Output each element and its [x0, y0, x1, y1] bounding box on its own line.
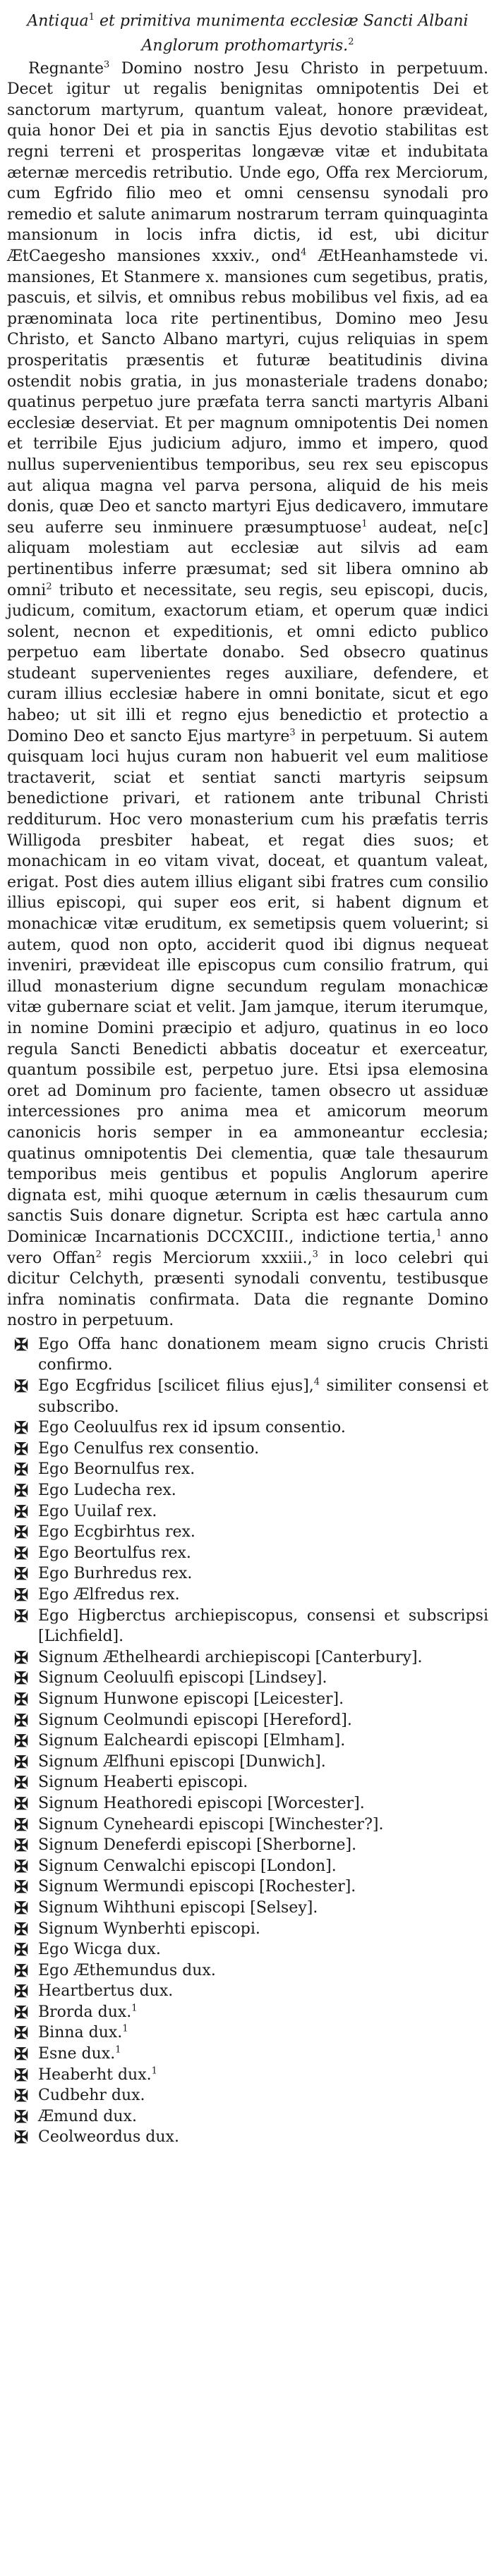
- cross-icon: ✠: [13, 1855, 29, 1876]
- footnote-ref: 4: [301, 247, 307, 258]
- cross-icon: ✠: [13, 1333, 29, 1355]
- cross-icon: ✠: [13, 1501, 29, 1522]
- signatory-text: Æmund dux.: [38, 2107, 137, 2125]
- footnote-ref: 1: [88, 12, 95, 23]
- footnote-ref: 1: [115, 2044, 121, 2056]
- cross-icon: ✠: [13, 1563, 29, 1585]
- signatory-item: [7, 2127, 488, 2148]
- signatory-text: Signum Æthelheardi archiepiscopi [Canterbury].: [38, 1648, 423, 1666]
- footnote-ref: 1: [122, 2024, 128, 2035]
- signatory-item: [7, 1876, 488, 1898]
- signatory-item: [7, 1647, 488, 1668]
- signatory-text: Heartbertus dux.: [38, 1982, 174, 2001]
- signatory-item: [7, 1501, 488, 1522]
- signatory-text: Ceolweordus dux.: [38, 2128, 179, 2147]
- cross-icon: ✠: [13, 1751, 29, 1772]
- signatory-item: [7, 1563, 488, 1585]
- signatory-item: [7, 1939, 488, 1960]
- cross-icon: ✠: [13, 2001, 29, 2022]
- signatory-item: [7, 2106, 488, 2128]
- signatory-item: [7, 1376, 488, 1417]
- signatory-text: Heaberht dux.: [38, 2065, 152, 2084]
- signatory-text: Signum Hunwone episcopi [Leicester].: [38, 1690, 344, 1708]
- signatory-item: [7, 1606, 488, 1647]
- cross-icon: ✠: [13, 1730, 29, 1752]
- signatory-item: [7, 1752, 488, 1773]
- cross-icon: ✠: [13, 1647, 29, 1668]
- signatory-item: [7, 1334, 488, 1376]
- signatory-text: Signum Ceolmundi episcopi [Hereford].: [38, 1711, 352, 1729]
- cross-icon: ✠: [13, 2044, 29, 2065]
- signatory-text: Ego Beornulfus rex.: [38, 1460, 195, 1479]
- signatory-item: [7, 1835, 488, 1856]
- cross-icon: ✠: [13, 1605, 29, 1626]
- footnote-ref: 3: [312, 1249, 318, 1260]
- cross-icon: ✠: [13, 1668, 29, 1689]
- signatory-item: [7, 2002, 488, 2023]
- cross-icon: ✠: [13, 1960, 29, 1981]
- signatory-text: Brorda dux.: [38, 2003, 132, 2021]
- signatory-item: [7, 1522, 488, 1543]
- signatory-item: [7, 2085, 488, 2106]
- signatory-item: [7, 1981, 488, 2002]
- signatory-item: [7, 2022, 488, 2044]
- signatory-text: Signum Cyneheardi episcopi [Winchester?].: [38, 1815, 384, 1833]
- signatory-text: Signum Heaberti episcopi.: [38, 1774, 248, 1792]
- text-segment: ÆtHeanhamstede vi. mansiones, Et Stanmere x. mansiones cum segetibus, pratis, pascuis, et silvis, et omnibus rebus mobilibus vel fixis, ad ea prænominata loca rite pertinentibus, Domino meo Jesu Christo, et Sancto Albano martyri, cujus reliquias in spem prosperitatis præsentis et futuræ beatitudinis divina ostendit nobis gratia, in jus monasteriale tradens donabo; quatinus perpetuo jure præfata terra sancti martyris Albani ecclesiæ deserviat. Et per magnum omnipotentis Dei nomen et terribile Ejus judicium adjuro, immo et impero, quod nullus supervenientibus temporibus, seu rex seu episcopus aut aliqua magna vel parva persona, aliquid de his meis donis, quæ Deo et sancto martyri Ejus dedicavero, immutare seu auferre seu inminuere præsumptuose: [7, 248, 489, 537]
- cross-icon: ✠: [13, 1438, 29, 1459]
- signatory-text: Signum Wynberhti episcopi.: [38, 1919, 260, 1938]
- signatory-text: Signum Heathoredi episcopi [Worcester].: [38, 1794, 365, 1812]
- signatory-item: [7, 1856, 488, 1877]
- signatory-item: [7, 1710, 488, 1731]
- cross-icon: ✠: [13, 1542, 29, 1563]
- signatory-text: Ego Offa hanc donationem meam signo crucis Christi confirmo.: [38, 1335, 488, 1374]
- cross-icon: ✠: [13, 2064, 29, 2085]
- signatory-item: [7, 1919, 488, 1940]
- footnote-ref: 1: [151, 2065, 157, 2077]
- signatory-text: Ego Ælfredus rex.: [38, 1586, 180, 1604]
- cross-icon: ✠: [13, 1897, 29, 1918]
- footnote-ref: 4: [313, 1376, 320, 1388]
- signatory-item: [7, 1689, 488, 1710]
- cross-icon: ✠: [13, 1376, 29, 1397]
- signatory-text-continued: similiter consensi et subscribo.: [38, 1377, 488, 1416]
- signatory-text: Cudbehr dux.: [38, 2087, 145, 2105]
- page-title: [7, 7, 488, 57]
- signatory-item: [7, 2044, 488, 2065]
- signatory-text: Ego Ceoluulfus rex id ipsum consentio.: [38, 1419, 346, 1437]
- signatory-item: [7, 1898, 488, 1919]
- title-part-1: Antiqua: [27, 12, 89, 30]
- signatory-text: Binna dux.: [38, 2024, 123, 2042]
- text-segment: regis Merciorum xxxiii.,: [112, 1249, 313, 1267]
- cross-icon: ✠: [13, 1835, 29, 1856]
- cross-icon: ✠: [13, 1585, 29, 1605]
- cross-icon: ✠: [13, 1939, 29, 1960]
- signatory-item: [7, 1417, 488, 1439]
- signatory-text: Ego Beortulfus rex.: [38, 1544, 191, 1562]
- cross-icon: ✠: [13, 1981, 29, 2002]
- charter-text: [7, 59, 488, 1331]
- cross-icon: ✠: [13, 1459, 29, 1480]
- signatory-item: [7, 1459, 488, 1480]
- cross-icon: ✠: [13, 1480, 29, 1501]
- footnote-ref: 3: [289, 727, 296, 738]
- footnote-ref: 1: [361, 518, 368, 530]
- text-segment: anno vero Offan: [7, 1228, 488, 1267]
- signatory-text: Ego Burhredus rex.: [38, 1565, 193, 1583]
- signatory-text: Ego Æthemundus dux.: [38, 1961, 216, 1979]
- signatory-item: [7, 2065, 488, 2086]
- signatory-item: [7, 1543, 488, 1564]
- signatory-item: [7, 1772, 488, 1793]
- text-segment: audeat, ne[c] aliquam molestiam aut ecclesiæ aut silvis ad eam pertinentibus inferre præsumat; sed sit libera omnino ab omni: [7, 518, 488, 599]
- footnote-ref: 2: [46, 581, 52, 592]
- cross-icon: ✠: [13, 2085, 29, 2106]
- text-segment: Domino nostro Jesu Christo in perpetuum. Decet igitur ut regalis benignitas omnipotentis Dei et sanctorum martyrum, quantum valeat, honore prævideat, quia honor Dei et pia in sanctis Ejus devotio stabilitas est regni terreni et prosperitas longævæ vitæ et indubitata æternæ mercedis retributio. Unde ego, Offa rex Merciorum, cum Egfrido filio meo et omni censensu synodali pro remedio et salute animarum nostrarum terram quinquaginta mansionum in locis infra dictis, id est, ubi dicitur ÆtCaegesho mansiones xxxiv., ond: [7, 59, 489, 265]
- cross-icon: ✠: [13, 1814, 29, 1835]
- signatory-text: Ego Ecgfridus [scilicet filius ejus],: [38, 1377, 314, 1396]
- signatory-item: [7, 1439, 488, 1460]
- signatory-text: Ego Higberctus archiepiscopus, consensi et subscripsi [Lichfield].: [38, 1606, 488, 1646]
- signatory-item: [7, 1585, 488, 1606]
- title-part-2: et primitiva munimenta ecclesiæ Sancti Albani Anglorum prothomartyris.: [99, 12, 469, 55]
- footnote-ref: 2: [95, 1249, 102, 1260]
- signatory-item: [7, 1814, 488, 1836]
- text-segment: Regnante: [28, 59, 104, 78]
- text-segment: tributo et necessitate, seu regis, seu episcopi, ducis, judicum, comitum, exactorum etiam, et operum quæ indici solent, necnon et expeditionis, et omni edicto publico perpetuo eam libertate donabo. Sed obsecro quatinus studeant supervenientes reges auxiliare, defendere, et curam illius ecclesiæ habere in omni bonitate, sicut et ego habeo; ut sit illi et regno ejus benedictio et protectio a Domino Deo et sancto Ejus martyre: [7, 581, 488, 745]
- signatory-text: Signum Cenwalchi episcopi [London].: [38, 1857, 337, 1875]
- signatory-text: Signum Wermundi episcopi [Rochester].: [38, 1878, 356, 1896]
- footnote-ref: 1: [435, 1228, 442, 1239]
- cross-icon: ✠: [13, 1772, 29, 1793]
- signatory-text: Signum Ealcheardi episcopi [Elmham].: [38, 1732, 346, 1750]
- signatory-text: Signum Ælfhuni episcopi [Dunwich].: [38, 1752, 326, 1771]
- signatory-text: Ego Cenulfus rex consentio.: [38, 1439, 260, 1458]
- text-segment: in loco celebri qui dicitur Celchyth, præsenti synodali conventu, testibusque infra nominatis confirmata. Data die regnante Domino nostro in perpetuum.: [7, 1249, 489, 1330]
- cross-icon: ✠: [13, 1876, 29, 1898]
- cross-icon: ✠: [13, 2106, 29, 2127]
- cross-icon: ✠: [13, 1918, 29, 1939]
- signatory-item: [7, 1960, 488, 1982]
- signatory-text: Signum Wihthuni episcopi [Selsey].: [38, 1898, 318, 1917]
- signatory-text: Ego Ludecha rex.: [38, 1482, 176, 1500]
- footnote-ref: 3: [103, 59, 110, 71]
- signatory-text: Esne dux.: [38, 2045, 116, 2063]
- signatory-text: Signum Ceoluulfi episcopi [Lindsey].: [38, 1669, 327, 1687]
- signatory-list: [7, 1334, 488, 2148]
- signatory-item: [7, 1668, 488, 1689]
- cross-icon: ✠: [13, 1688, 29, 1709]
- signatory-text: Signum Deneferdi episcopi [Sherborne].: [38, 1836, 357, 1855]
- signatory-text: Ego Wicga dux.: [38, 1941, 161, 1959]
- footnote-ref: 1: [131, 2003, 138, 2014]
- footnote-ref: 2: [348, 37, 354, 48]
- cross-icon: ✠: [13, 1709, 29, 1730]
- signatory-item: [7, 1480, 488, 1501]
- signatory-text: Ego Ecgbirhtus rex.: [38, 1523, 195, 1542]
- cross-icon: ✠: [13, 2127, 29, 2148]
- signatory-item: [7, 1793, 488, 1814]
- cross-icon: ✠: [13, 1522, 29, 1543]
- cross-icon: ✠: [13, 1417, 29, 1439]
- signatory-text: Ego Uuilaf rex.: [38, 1502, 157, 1520]
- cross-icon: ✠: [13, 2022, 29, 2044]
- text-segment: in perpetuum. Si autem quisquam loci hujus curam non habuerit vel eum malitiose tractaverit, sciat et sentiat sancti martyris seipsum benedictione privari, et rationem ante tribunal Christi redditurum. Hoc vero monasterium cum his præfatis terris Willigoda presbiter habeat, et regat dies suos; et monachicam in eo vitam vivat, doceat, et quantum valeat, erigat. Post dies autem illius eligant sibi fratres cum consilio illius episcopi, qui super eos erit, si habent dignum et monachicæ vitæ eruditum, ex semetipsis quem voluerint; si autem, quod non opto, acciderit quod ibi dignus nequeat inveniri, prævideat ille episcopus cum consilio fratrum, qui illud monasterium digne secundum regulam monachicæ vitæ gubernare sciat et velit. Jam jamque, iterum iterumque, in nomine Domini præcipio et adjuro, quatinus in eo loco regula Sancti Benedicti abbatis doceatur et exerceatur, quantum possibile est, perpetuo jure. Etsi ipsa elemosina oret ad Dominum pro faciente, tamen obsecro ut assiduæ intercessiones pro anima mea et amicorum meorum canonicis horis semper in ea ammoneantur ecclesia; quatinus omnipotentis Dei clementia, quæ tale thesaurum temporibus meis gentibus et populis Anglorum aperire dignata est, mihi quoque æternum in cælis thesaurum cum sanctis Suis donare dignetur. Scripta est hæc cartula anno Dominicæ Incarnationis DCCXCIII., indictione tertia,: [7, 727, 488, 1246]
- signatory-item: [7, 1730, 488, 1752]
- cross-icon: ✠: [13, 1793, 29, 1814]
